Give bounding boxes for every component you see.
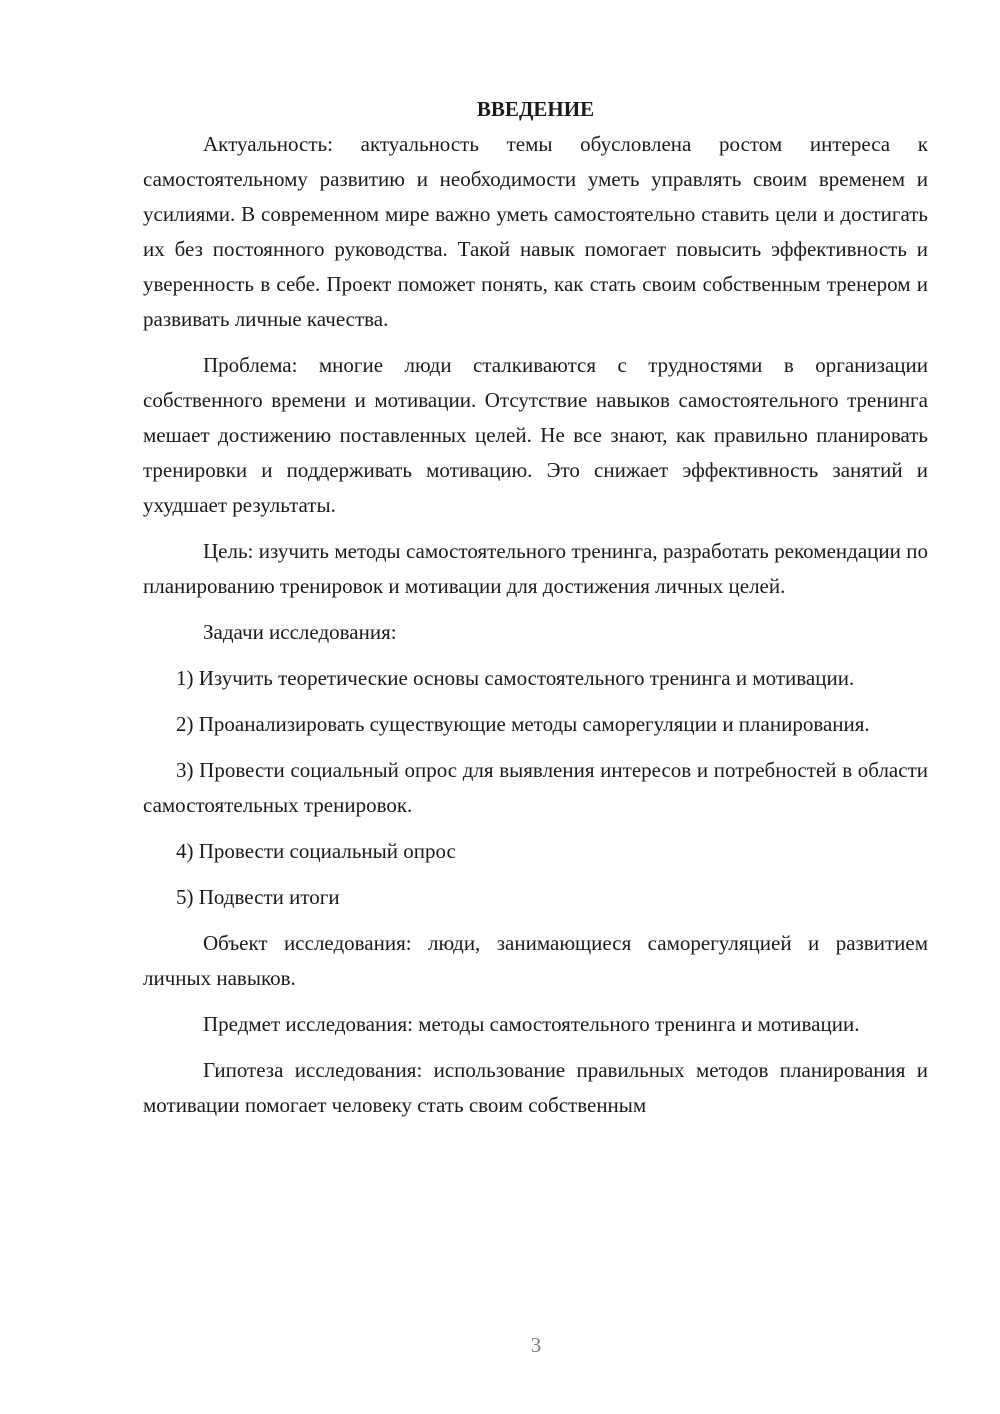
- page-number: 3: [530, 1333, 542, 1357]
- paragraph-goal: Цель: изучить методы самостоятельного тренинга, разработать рекомендации по планированию тренировок и мотивации для достижения личных целей.: [143, 539, 928, 598]
- document-title: ВВЕДЕНИЕ: [476, 97, 595, 121]
- task-item-1: 1) Изучить теоретические основы самостоятельного тренинга и мотивации.: [176, 666, 855, 690]
- paragraph-problem: Проблема: многие люди сталкиваются с трудностями в организации собственного времени и мотивации. Отсутствие навыков самостоятельного тренинга мешает достижению поставленных целей. Не все знают, как правильно планировать тренировки и поддерживать мотивацию. Это снижает эффективность занятий и ухудшает результаты.: [143, 353, 928, 517]
- task-item-5: 5) Подвести итоги: [176, 885, 340, 909]
- document-page: [143, 92, 928, 1134]
- paragraph-object: Объект исследования: люди, занимающиеся саморегуляцией и развитием личных навыков.: [143, 931, 928, 990]
- paragraph-hypothesis: Гипотеза исследования: использование правильных методов планирования и мотивации помогает человеку стать своим собственным: [143, 1058, 928, 1117]
- paragraph-tasks-heading: Задачи исследования:: [203, 620, 397, 644]
- task-item-2: 2) Проанализировать существующие методы саморегуляции и планирования.: [176, 712, 870, 736]
- paragraph-relevance: Актуальность: актуальность темы обусловлена ростом интереса к самостоятельному развитию и необходимости уметь управлять своим временем и усилиями. В современном мире важно уметь самостоятельно ставить цели и достигать их без постоянного руководства. Такой навык помогает повысить эффективность и уверенность в себе. Проект поможет понять, как стать своим собственным тренером и развивать личные качества.: [143, 132, 928, 331]
- task-item-4: 4) Провести социальный опрос: [176, 839, 456, 863]
- paragraph-subject: Предмет исследования: методы самостоятельного тренинга и мотивации.: [203, 1012, 860, 1036]
- task-item-3: 3) Провести социальный опрос для выявления интересов и потребностей в области самостоятельных тренировок.: [143, 758, 928, 817]
